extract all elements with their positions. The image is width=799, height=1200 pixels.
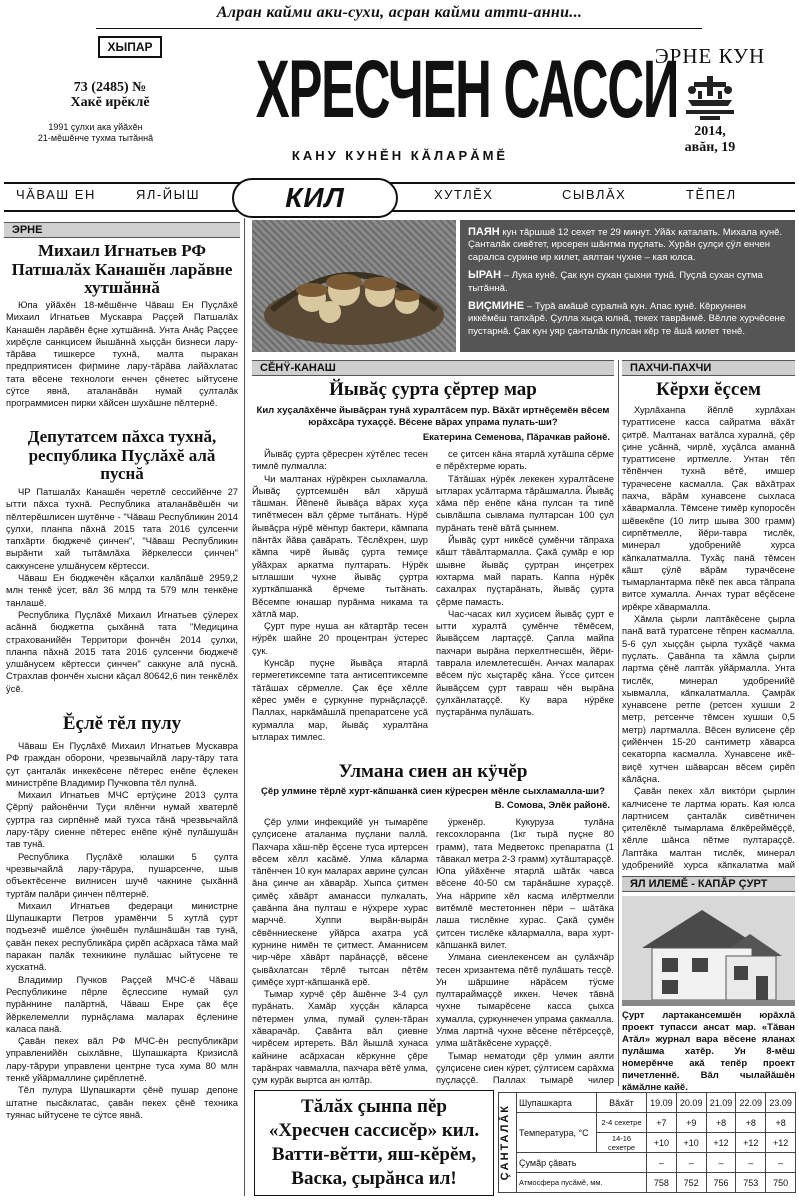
section-pakhchi: ПАХЧИ-ПАХЧИ xyxy=(622,360,795,376)
article3-paragraph: Тĕл пулура Шупашкарти çĕнĕ пушар депоне штатне пысăклатас, çавăн пекех çĕнĕ техника туянас ыйтусене те сÿтсе явнă. xyxy=(6,1084,238,1120)
chuvash-emblem-icon xyxy=(682,72,738,122)
article3-paragraph: Чăваш Ен Пуçлăхĕ Михаил Игнатьев Мускавра РФ граждан оборони, чрезвычайлă лару-тăру тата çут çанталăк инкекĕсене пĕтерес енĕпе ĕçлекен министрĕпе Владимир Пучковпа тĕл пулнă. xyxy=(6,740,238,788)
article5-paragraph: Тымар хурчĕ çĕр ăшĕнче 3-4 çул пурăнать. Хамăр хуççăн кăларса пĕтермен улма, пумай çулен-тăран хăварачăр. Çавăнта вăл çиевне чирĕсем иртереть. Вăл йышлă хунаса кайнине асăрхасан кĕркунне çĕре тарăнрах чавмалла, пахчара вĕтĕ улма, çум курăк выртса ан юлтăр. xyxy=(252,988,428,1086)
weather-time-night: 14-16 сехетре xyxy=(597,1133,647,1153)
article6-paragraph: Хăмла çырли лаптăкĕсене çырла панă ватă туратсене тĕпрен касмалла. 5-6 çул хыççăн çырла тухăçĕ чакма пуçлать. Çавăнпа та хăмла çырли лартма çĕнĕ лаптăк уйăрмалла. Унта тислĕк, минерал удобренийĕ хывмалла, кăпкалатмалла. Çамрăк хунавсене ретпе (ретсен хушши 2 метр, ретсенче тĕмсен хушши 0,5 метр) лартмалла. Вĕсен вулисене çĕр çийĕнчен 15-20 сантиметр хăварса секаторпа касмалла. Хунавсене икĕ-виçĕ хутчен шăварсан вĕсем çирĕп кăлăçна. xyxy=(622,613,795,784)
column-divider xyxy=(244,218,245,1196)
weather-temp-night: +12 xyxy=(766,1133,796,1153)
article6-paragraph: Хурлăханпа йĕплĕ хурлăхан тураттисене касса сайратма вăхăт çитрĕ. Малтанах ватăлса хуралнă, çĕр çине усăннă, чирлĕ, хуçăлса аманнă тураттисене иртмелле. Унтан тĕп тĕпĕнчен тухнă вĕтĕ, имшер турачесене касмалла. Çак вăхăтрах пахча, вăрăм хунавсене сыхласа хăвармалла. Тĕмсене тимĕр купоросĕн шĕвекĕпе (10 литр шыва 300 грамм) сирпĕтмелле, йĕри-тавра тислĕк, минерал удобренийĕ хурса кăпкалатмалла. Тухăç панă тĕмсен кăшт çÿлĕ вăрăм турачĕсене тымарлантарма пĕкĕ пек авса тăпрапа витсе хумалла. Анчах турат вĕçĕсене ирĕкре хăвармалла. xyxy=(622,404,795,612)
house-icon xyxy=(622,896,795,1006)
article3-paragraph: Çавăн пекех вăл РФ МЧС-ĕн республикăри управленийĕн сыхлăвне, Шупашкарта Кризислă лару-тăрури управлени центрне туса хума 80 млн тенкĕ уйăрмаллине çирĕплетнĕ. xyxy=(6,1035,238,1084)
weather-temp-night: +12 xyxy=(736,1133,766,1153)
article6-paragraph: Çавăн пекех хăл викто́ри çырлин калчисене те лартма юрать. Кая юлса лартнисем çанталăк сивĕтничен çителĕклĕ тымарлама ĕлкĕреймĕççĕ, хĕлле шăнса пĕтме пултараççĕ. Лаптăка малтан тислĕк, минерал удобренийĕ хурса кăпкалатма май xyxy=(622,785,795,870)
article2-paragraph: ЧР Патшалăх Канашĕн черетлĕ сессийĕнче 27 ытти пăхса тухнă. Республика аталанăвĕшĕн чи пĕлтерĕшлисен шутĕнче - "Чăваш Республикин 2014 çулхи, планпа пăхнă 2015 тата 2016 çулсенчи тапхăрти бюджечĕ çинчен", "Чăваш Республикин вырăнти хай тытăмлăха йĕркелесси çинчен" саккунсене улшăнусем кĕртесси. xyxy=(6,486,238,571)
article4-author: Екатерина Семенова, Пăрачкав районĕ. xyxy=(422,432,610,443)
almanac-tomorrow-text: – Лука кунĕ. Çак кун сухан çыхни тунă. Пуçлă сухан сутма тытăннă. xyxy=(468,270,763,294)
article3-paragraph: Михаил Игнатьев федераци министрне Шупашкарти Петров урамĕнчи 5 хутлă çурт подъезчĕ ишĕлсе ÿкнĕшĕн пулăшнăшăн тав тунă, çавăн пекех республикăра çирĕп асăрхаса тăма май паракан палăк техникине пулăшас ыйтусене те хускатнă. xyxy=(6,899,238,973)
article5-author: В. Сомова, Элĕк районĕ. xyxy=(494,800,610,811)
nav-item-khutlekh: ХУТЛĔХ xyxy=(434,187,494,202)
article4-col1 xyxy=(252,448,428,756)
issue-number: 73 (2485) № xyxy=(73,80,147,95)
weather-side-label-text: ÇАНТАЛĂК xyxy=(499,1104,511,1181)
article4-paragraph: Çурт пуре нуша ан кăтартăр тесен нÿрĕк шайне 20 процентран ÿстерес çук. xyxy=(252,620,428,656)
masthead-slogan: Алран кайми аки-сухи, асран кайми атти-анни... xyxy=(216,4,583,21)
subscription-promo xyxy=(254,1090,494,1196)
mushroom-basket-icon xyxy=(252,220,456,352)
weather-temp-day: +9 xyxy=(676,1113,706,1133)
article2-paragraph: Республика Пуçлăхĕ Михаил Игнатьев çÿлерех асăннă бюджетпа çыхăннă тата "Медицина страхованийĕн Территори фончĕн 2014 çулхи, планпа пăхнă 2015 тата 2016 çулсенчи бюджечĕ улшăнусем кĕртесси çинчен" саккуне алă пуснă. Страхлав фончĕн хысни кăçал 80642,6 пин тенкĕлĕх ÿсĕ. xyxy=(6,608,238,694)
article4-paragraph: Кунсăр пуçне йывăçа ятарлă гермегетиксемпе тата антисептиксемпе тăтăшах сĕрмелле. Çак ĕçе хĕлле кĕрес умĕн е çуркунне пурнăçлаççĕ. Паллах, наркăмăшлă препаратсене усă курмалла мар, йывăç хуралтăна ытларах тимлес. xyxy=(252,657,428,742)
article1-paragraph: Юпа уйăхĕн 18-мĕшĕнче Чăваш Ен Пуçлăхĕ Михаил Игнатьев Мускавра Раççей Патшалăх Канашĕн ларăвĕн ĕçне хутшăннă. Унта Анăç Раççее хирĕçле санкцисем йышăннă хыççăн бизнеси лару-тăрăва тишкерсе тухнă, малта пыракан предприятисен фиրмине лару-тăрăва лайăхлатас тата вĕсене технологи енчен çĕнетес ыйтусене сÿтсе явнă, аталанăвăн нумай çулталăк программисен пирки хăйсен шухăшне пĕлтернĕ. xyxy=(6,299,238,409)
article3-paragraph: Владимир Пучков Раççей МЧС-ĕ Чăваш Республикине пĕрле ĕçлессипе нумай çул пурăннине палăртнă, Чăваш Енре çак ĕçе йĕркелемелли пурнăçлама маларах ĕçленине каласа панă. xyxy=(6,973,238,1034)
almanac-tomorrow xyxy=(468,269,787,295)
weather-pressure: 753 xyxy=(736,1173,766,1193)
section-senu-kanash: СĔНŸ-КАНАШ xyxy=(252,360,614,376)
weather-side-label xyxy=(499,1093,517,1193)
section-erne: ЭРНЕ xyxy=(4,222,240,238)
masthead-rule xyxy=(96,28,702,29)
article4-headline: Йывăç çурта çĕртер мар xyxy=(329,379,537,400)
article5-col2 xyxy=(436,816,614,1088)
article2-body xyxy=(6,486,238,706)
mushroom-basket-photo xyxy=(252,220,456,352)
promo-line: Васка, çырăнса ил! xyxy=(291,1168,457,1189)
weather-temp-day: +8 xyxy=(736,1113,766,1133)
almanac-today xyxy=(468,226,787,264)
nav-current-section-label: КИЛ xyxy=(285,182,345,213)
weather-pressure-label: Атмосфера пусăмĕ, мм. xyxy=(517,1173,647,1193)
issue-date-year: 2014, xyxy=(694,124,726,139)
house-photo xyxy=(622,896,795,1006)
section-yal-ileme: ЯЛ ИЛЕМĔ - КАПĂР ÇУРТ xyxy=(622,876,795,892)
weather-time-day: 2-4 сехетре xyxy=(597,1113,647,1133)
almanac-today-text: кун тăршшĕ 12 сехет те 29 минут. Уйăх каталать. Михала кунĕ. Çанталăк сивĕтет, ирсерен шăнтма пуçлать. Хурăн çулçи çÿл енчен саралса сурине ир килет, аялтан чухне – кая юлса. xyxy=(468,227,783,263)
article5-col1 xyxy=(252,816,428,1088)
weather-header-time: Вăхăт xyxy=(597,1093,647,1113)
article6-body xyxy=(622,404,795,870)
weather-rain: – xyxy=(706,1153,736,1173)
weather-temp-night: +10 xyxy=(647,1133,677,1153)
weather-header-city: Шупашкарта xyxy=(517,1093,597,1113)
weather-rain: – xyxy=(736,1153,766,1173)
article6-headline: Кĕрхи ĕçсем xyxy=(656,379,761,400)
article2-headline: Депутатсем пăхса тухнă, республика Пуçлăхĕ алă пуснă xyxy=(27,427,217,484)
nav-item-chuvash-en: ЧĂВАШ ЕН xyxy=(16,187,96,202)
article5-paragraph: Тымар нематоди çĕр улмин аялти çулçисене сиен кÿрет, çÿлтисем сарăхма пуçлаççĕ. Паллах тымарĕ чилер xyxy=(436,1049,614,1086)
article3-paragraph: Республика Пуçлăхĕ юлашки 5 çулта чрезвычайлă лару-тăрура, пушарсенче, шыв объектĕсенче вилнисен шучĕ чакнине çыхăннă туртăм палăри çинчен пĕлтернĕ. xyxy=(6,850,238,899)
article4-paragraph: Йывăç çурта çĕресрен хÿтĕлес тесен тимлĕ пулмалла: xyxy=(252,448,428,472)
article4-paragraph: Час-часах кил хуçисем йывăç çурт е ытти хуралтă çумĕнче тĕмĕсем, йывăçсем лартаççĕ. Çапла майпа пахчари вырăна перкелтнесшĕн, йĕри-таврала илемлетесшĕн. Анчах маларах вĕсем пÿс хыçтарĕç кăна. Ÿссе çитсен йывăçсем çурт тавраш чĕн вырăна çулхăнлатаççĕ. Ку вара нÿрĕке пуçтарăнма пулăшать. xyxy=(436,607,614,718)
weather-temp-day: +8 xyxy=(766,1113,796,1133)
weekday: ЭРНЕ КУН xyxy=(654,44,766,68)
weather-pressure: 750 xyxy=(766,1173,796,1193)
weather-temp-night: +12 xyxy=(706,1133,736,1153)
weather-rain-label: Çумăр çăвать xyxy=(517,1153,647,1173)
weather-header-date: 20.09 xyxy=(676,1093,706,1113)
newspaper-title: ХРЕСЧЕН САССИ xyxy=(255,44,679,135)
weather-table xyxy=(498,1092,796,1193)
article5-paragraph: Улмана сиенлекенсем ан çулăхчăр тесен хризантема пĕтĕ пулăшать тесçĕ. Ун шăршине нăрăсем тÿсме пултараймаççĕ иккен. Чечек тăвнă чухне тымарĕсене касса çыхса хумалла, çуркуннечен упрама çакмалла. Улма лартнă чухне вĕсене пĕтĕрсеççĕ, улма шăтăкĕсене хураççĕ. xyxy=(436,951,614,1049)
almanac-day-after-label: ВИÇМИНЕ xyxy=(468,300,525,313)
article1-headline: Михаил Игнатьев РФ Патшалăх Канашĕн ларăвне хутшăннă xyxy=(11,241,233,298)
article3-body xyxy=(6,740,238,1196)
article4-paragraph: се çитсен кăна ятарлă хутăшпа сĕрме е пĕрĕхтерме юрать. xyxy=(436,448,614,472)
article3-paragraph: Михаил Игнатьев МЧС ертÿçине 2013 çулта Çĕрпÿ районĕнчи Туçи ялĕнчи нумай хватерлĕ çуртра газ сирпĕннĕ май тухса тăнă чрезвычайлă лару-тăру сиенне пĕтерес енĕпе кÿнĕ пулăшушăн тав тунă. xyxy=(6,789,238,850)
weather-pressure: 756 xyxy=(706,1173,736,1193)
promo-line: Ватти-вĕтти, яш-кĕрĕм, xyxy=(271,1144,477,1165)
issue-price: Хакĕ ирĕклĕ xyxy=(70,95,150,110)
almanac-day-after-text: – Турă амăшĕ суралнă кун. Апас кунĕ. Кĕркуннен иккĕмĕш тапхăрĕ. Çулла хыçа юлнă, текех таврăнмĕ. Вĕлле хурчĕсене пустарнă. Çак кун уяр çанталăк пулсан кĕр те ăшă килет тенĕ. xyxy=(468,301,786,337)
article5-paragraph: Çĕр улми инфекцийĕ ун тымарĕпе çулçисене аталанма пуçлани паллă. Пахчара хăш-пĕр ĕçсене туса иртерсен вĕсем хĕлл касăмĕ. Улма кăларма тăпĕнчен 10 кун маларах аврине çулсан ăна çинче ан хăварăр. Хыпса çитмен çимĕç хăвăрт аманасси пулкалать, çавăнпа ăна пулташ е нÿхрере хурас марччĕ. Хуппи вырăн-вырăн сĕвĕнниескене уйăрса ахатра усă курнине нимĕн те çитмест. Аманнисем чир-чĕре хăвăрт парăнаççĕ, вĕсене çывăхлатсан тĕрлĕ тытсан пĕтĕм çимĕçе хурт-кăпшанкă ерĕ. xyxy=(252,816,428,987)
issue-date xyxy=(650,124,770,156)
article1-body xyxy=(6,299,238,419)
house-caption: Çурт лартакансемшĕн юрăхлă проект тупасси ансат мар. «Тăван Атăл» журнал вара вĕсене яланах пулăшма хатĕр. Ун 8-мĕш номерĕнче акă тепĕр проект пичетленнĕ. Вăл чылайăшĕн кăмăлне кайĕ. xyxy=(622,1010,795,1093)
weather-rain: – xyxy=(676,1153,706,1173)
weather-header-date: 19.09 xyxy=(647,1093,677,1113)
weather-header-date: 21.09 xyxy=(706,1093,736,1113)
weather-temp-night: +10 xyxy=(676,1133,706,1153)
article5-headline: Улмана сиен ан кÿчĕр xyxy=(338,761,528,782)
weather-rain: – xyxy=(766,1153,796,1173)
publisher-logo: ХЫПАР xyxy=(98,36,162,58)
nav-item-yal-yysh: ЯЛ-ЙЫШ xyxy=(136,187,201,202)
almanac-today-label: ПАЯН xyxy=(468,226,500,238)
weather-pressure: 758 xyxy=(647,1173,677,1193)
issue-since xyxy=(18,122,173,144)
weather-header-date: 22.09 xyxy=(736,1093,766,1113)
article5-paragraph xyxy=(252,1087,428,1088)
article4-col2 xyxy=(436,448,614,756)
column-divider xyxy=(618,360,619,1086)
nav-item-tepel: ТĔПЕЛ xyxy=(686,187,737,202)
article5-paragraph: ÿркенĕр. Кукуруза тулăна гексохлоранпа (1кг тырă пуçне 80 грамм), тата Медветокс препаратпа (1 тăвакал метра 2-3 грамм) хутăштараççĕ. Юпа уйăхĕнче ятарлă шăтăк чавса вĕсене 40-50 см тарăнăшне хураççĕ. Уна нăррипе хĕл касма илĕртмелли витĕмлĕ местетоннен пĕри – шăтăка лаша тислĕкне хурас. Çакă çумĕн çитсен тислĕке кăлармалла, вара хурт-кăпшанкă вилет. xyxy=(436,816,614,950)
article5-lead: Çĕр улмине тĕрлĕ хурт-кăпшанкă сиен кÿресрен мĕнле сыхламалла-ши? xyxy=(261,786,605,797)
weather-rain: – xyxy=(647,1153,677,1173)
article4-paragraph: Йывăç çурт никĕсĕ çумĕнчи тăпраха кăшт тăвăлтармалла. Çакă çумăр е юр шывне йывăç çуртран инçетрех юхтарма май парать. Каппа нÿрĕк сахалрах пуçтарăнать, йывăç çурта çĕрме памасть. xyxy=(436,534,614,607)
almanac-tomorrow-label: ЫРАН xyxy=(468,269,502,282)
newspaper-subtitle: КАНУ КУНĔН КĂЛАРĂМĔ xyxy=(291,148,509,163)
weather-temp-label: Температура, °С xyxy=(517,1113,597,1153)
issue-since-line1: 1991 çулхи ака уйăхĕн xyxy=(48,122,143,132)
article4-lead: Кил хуçалăхĕнче йывăçран тунă хуралтăсем пур. Вăхăт иртнĕçемĕн вĕсем юрăхсăра тухаççĕ. Вĕсене вăрах упрама пулать-ши? xyxy=(256,405,610,428)
article4-paragraph: Чи малтанах нÿрĕкрен сыхламалла. Йывăç çуртсемшĕн вăл хăрушă тăшман. Йĕпенĕ йывăçа вăрах хуçа типĕтмесен вăл çĕрме тытăнать. Нÿрĕ йывăçра нÿрĕ мĕнпур бактери, кăмпапа пăнтăх йăва çавăрать. Тĕслĕхрен, шур кăмпа чирĕ йывăç çурта темиçе уйăхрах аркатма пултарать. Нÿрĕк ытлашши чухне йывăç çуртра хурткăпшанкă ĕрчеме тытăнать. Вĕсемпе юнашар пурăнма никама та хăтлă мар. xyxy=(252,472,428,619)
issue-since-line2: 21-мĕшĕнче тухма тытăннă xyxy=(37,133,154,143)
almanac-day-after xyxy=(468,300,787,338)
issue-date-day: авăн, 19 xyxy=(684,140,736,155)
nav-item-syvlakh: СЫВЛĂХ xyxy=(562,187,627,202)
article2-paragraph: Чăваш Ен бюджечĕн кăçалхи калăпăшĕ 2959,2 млн тенкĕ ÿсет, вăл 36 млрд та 579 млн тенкĕне танлашĕ. xyxy=(6,572,238,608)
article3-headline: Ĕçлĕ тĕл пулу xyxy=(62,713,182,734)
weather-pressure: 752 xyxy=(676,1173,706,1193)
weather-temp-day: +7 xyxy=(647,1113,677,1133)
weather-header-date: 23.09 xyxy=(766,1093,796,1113)
section-navbar xyxy=(4,182,795,212)
weather-temp-day: +8 xyxy=(706,1113,736,1133)
article4-paragraph: Тăтăшах нÿрĕк лекекен хуралтăсене ытларах усăлтарма тăрăшмалла. Йывăç хăма пĕр енĕпе кăна пулсан та типĕ сывлăшпа сывлама пултарсан 100 çул пурăнать тенĕ вăтă çыннем. xyxy=(436,472,614,533)
weather-forecast xyxy=(498,1092,796,1196)
promo-line: «Хресчен сассисĕр» кил. xyxy=(268,1120,480,1141)
promo-line: Тăлăх çынпа пĕр xyxy=(301,1096,447,1117)
nav-current-section xyxy=(232,178,398,218)
almanac-box xyxy=(460,220,795,352)
issue-info xyxy=(50,80,170,110)
